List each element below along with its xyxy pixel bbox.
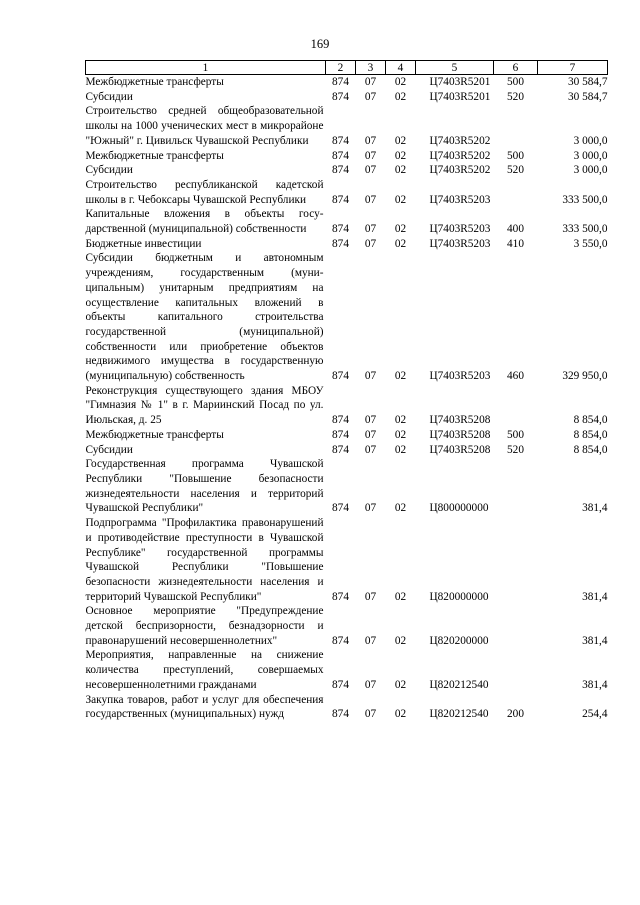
cell-admin-code: 874 [332,590,349,603]
cell-subsection: 02 [394,223,407,236]
cell-subsection: 02 [394,149,407,162]
cell-amount: 8 854,0 [573,428,608,441]
header-row [86,61,608,75]
cell-amount: 333 500,0 [562,193,608,206]
cell-admin-code: 874 [332,502,349,515]
cell-admin-code: 874 [332,708,349,721]
table-row [86,104,608,148]
cell-name: Субсидии [85,164,133,177]
cell-section: 07 [364,678,377,691]
cell-amount: 8 854,0 [573,414,608,427]
cell-subsection: 02 [394,414,407,427]
cell-amount: 30 584,7 [567,76,608,88]
cell-section: 07 [364,149,377,162]
cell-subsection: 02 [394,634,407,647]
cell-subsection: 02 [394,708,407,721]
cell-section: 07 [364,193,377,206]
cell-name: Государственная программа Чувашской Республики "Повышение безопасности жизнедеятельности населения и территорий Чувашской Республики" [85,458,324,515]
column-header-6: 6 [494,61,538,75]
cell-expense-type: 520 [507,164,524,177]
cell-target-article: Ц7403R5202 [429,134,491,147]
cell-section: 07 [364,237,377,250]
cell-amount: 333 500,0 [562,223,608,236]
column-header-3: 3 [356,61,386,75]
budget-table [85,60,608,722]
cell-target-article: Ц7403R5203 [429,237,491,250]
cell-subsection: 02 [394,428,407,441]
cell-section: 07 [364,634,377,647]
cell-section: 07 [364,90,377,103]
cell-expense-type [494,104,538,148]
table-row [86,516,608,604]
table-row [86,207,608,236]
cell-target-article: Ц7403R5208 [429,443,491,456]
cell-amount: 3 550,0 [573,237,608,250]
cell-section: 07 [364,708,377,721]
cell-admin-code: 874 [332,193,349,206]
cell-target-article: Ц820000000 [429,590,489,603]
column-header-4: 4 [386,61,416,75]
cell-name: Основное мероприятие "Предупреждение детской беспризорности, безнадзорности и правонарушений несовершеннолетних" [85,605,324,647]
cell-amount: 381,4 [582,634,608,647]
cell-admin-code: 874 [332,370,349,383]
cell-name: Строительство республиканской кадетской школы в г. Чебоксары Чувашской Республики [85,178,324,206]
cell-section: 07 [364,76,377,88]
page-number: 169 [310,37,330,51]
table-row [86,384,608,428]
cell-name: Субсидии бюджетным и автономным учреждениям, государственным (муниципальным) унитарным предприятиям на осуществление капитальных вложений в объекты капитального строительства государственной (муниципальной) собственности или приобретение объектов недвижимого имущества в государственную (муниципальную) собственность [85,252,324,383]
cell-target-article: Ц800000000 [429,502,489,515]
cell-expense-type [494,178,538,207]
column-header-5: 5 [416,61,494,75]
cell-section: 07 [364,370,377,383]
cell-name: Мероприятия, направленные на снижение количества преступлений, совершаемых несовершеннолетними гражданами [85,649,324,691]
cell-expense-type [494,516,538,604]
cell-subsection: 02 [394,76,407,88]
cell-admin-code: 874 [332,149,349,162]
cell-amount: 3 000,0 [573,149,608,162]
cell-admin-code: 874 [332,428,349,441]
cell-amount: 254,4 [582,708,608,721]
cell-target-article: Ц7403R5203 [429,370,491,383]
table-row [86,149,608,164]
table-row [86,428,608,443]
cell-section: 07 [364,134,377,147]
cell-section: 07 [364,443,377,456]
cell-amount: 8 854,0 [573,443,608,456]
cell-expense-type: 520 [507,90,524,103]
cell-subsection: 02 [394,370,407,383]
cell-subsection: 02 [394,590,407,603]
table-body [86,75,608,722]
table-row [86,90,608,105]
column-header-7: 7 [538,61,608,75]
cell-expense-type [494,648,538,692]
cell-expense-type: 500 [507,76,524,88]
cell-section: 07 [364,164,377,177]
cell-name: Реконструкция существующего здания МБОУ "Гимназия № 1" в г. Мариинский Посад по ул. Июльская, д. 25 [85,384,324,427]
cell-section: 07 [364,502,377,515]
cell-name: Межбюджетные трансферты [85,149,224,162]
cell-subsection: 02 [394,193,407,206]
cell-target-article: Ц7403R5201 [429,76,491,88]
cell-admin-code: 874 [332,164,349,177]
table-row [86,75,608,90]
cell-expense-type: 500 [507,149,524,162]
cell-name: Строительство средней общеобразовательной школы на 1000 ученических мест в микрорайоне "Южный" г. Цивильск Чувашской Республики [85,105,324,147]
cell-amount: 3 000,0 [573,164,608,177]
cell-admin-code: 874 [332,414,349,427]
cell-amount: 329 950,0 [562,370,608,383]
cell-amount: 381,4 [582,590,608,603]
table-row [86,163,608,178]
cell-subsection: 02 [394,90,407,103]
table-row [86,443,608,458]
cell-name: Бюджетные инвестиции [85,237,202,250]
cell-subsection: 02 [394,134,407,147]
cell-target-article: Ц7403R5208 [429,428,491,441]
cell-subsection: 02 [394,237,407,250]
cell-expense-type: 400 [507,223,524,236]
table-row [86,251,608,383]
table-row [86,178,608,207]
cell-target-article: Ц7403R5201 [429,90,491,103]
table-row [86,693,608,722]
cell-admin-code: 874 [332,134,349,147]
cell-name: Субсидии [85,443,133,456]
cell-admin-code: 874 [332,678,349,691]
column-header-1: 1 [86,61,326,75]
cell-name: Межбюджетные трансферты [85,76,224,88]
cell-section: 07 [364,590,377,603]
cell-admin-code: 874 [332,76,349,88]
cell-admin-code: 874 [332,443,349,456]
cell-subsection: 02 [394,443,407,456]
cell-name: Подпрограмма "Профилактика правонарушений и противодействие преступности в Чувашской Республике" государственной программы Чувашской Республики "Повышение безопасности жизнедеятельности населения и территорий Чувашской Республики" [85,517,324,603]
cell-expense-type [494,384,538,428]
cell-target-article: Ц820212540 [429,678,489,691]
cell-target-article: Ц7403R5202 [429,149,491,162]
cell-section: 07 [364,414,377,427]
cell-section: 07 [364,428,377,441]
cell-subsection: 02 [394,678,407,691]
cell-target-article: Ц820200000 [429,634,489,647]
table-row [86,604,608,648]
cell-subsection: 02 [394,502,407,515]
cell-expense-type: 200 [507,708,524,721]
cell-target-article: Ц7403R5202 [429,164,491,177]
cell-expense-type [494,457,538,516]
cell-amount: 30 584,7 [567,90,608,103]
cell-section: 07 [364,223,377,236]
table-row [86,457,608,516]
cell-admin-code: 874 [332,237,349,250]
table-row [86,648,608,692]
cell-admin-code: 874 [332,634,349,647]
cell-expense-type: 500 [507,428,524,441]
cell-amount: 3 000,0 [573,134,608,147]
cell-name: Капитальные вложения в объекты государственной (муниципальной) собственности [85,208,324,236]
table-header [86,61,608,75]
cell-target-article: Ц7403R5203 [429,223,491,236]
cell-subsection: 02 [394,164,407,177]
cell-amount: 381,4 [582,502,608,515]
table-row [86,237,608,252]
cell-name: Субсидии [85,90,133,103]
cell-expense-type: 520 [507,443,524,456]
cell-expense-type: 460 [507,370,524,383]
cell-target-article: Ц7403R5208 [429,414,491,427]
cell-expense-type: 410 [507,237,524,250]
column-header-2: 2 [326,61,356,75]
cell-name: Межбюджетные трансферты [85,428,224,441]
cell-target-article: Ц7403R5203 [429,193,491,206]
cell-expense-type [494,604,538,648]
cell-amount: 381,4 [582,678,608,691]
cell-admin-code: 874 [332,90,349,103]
cell-target-article: Ц820212540 [429,708,489,721]
cell-name: Закупка товаров, работ и услуг для обеспечения государственных (муниципальных) нужд [85,693,324,721]
cell-admin-code: 874 [332,223,349,236]
